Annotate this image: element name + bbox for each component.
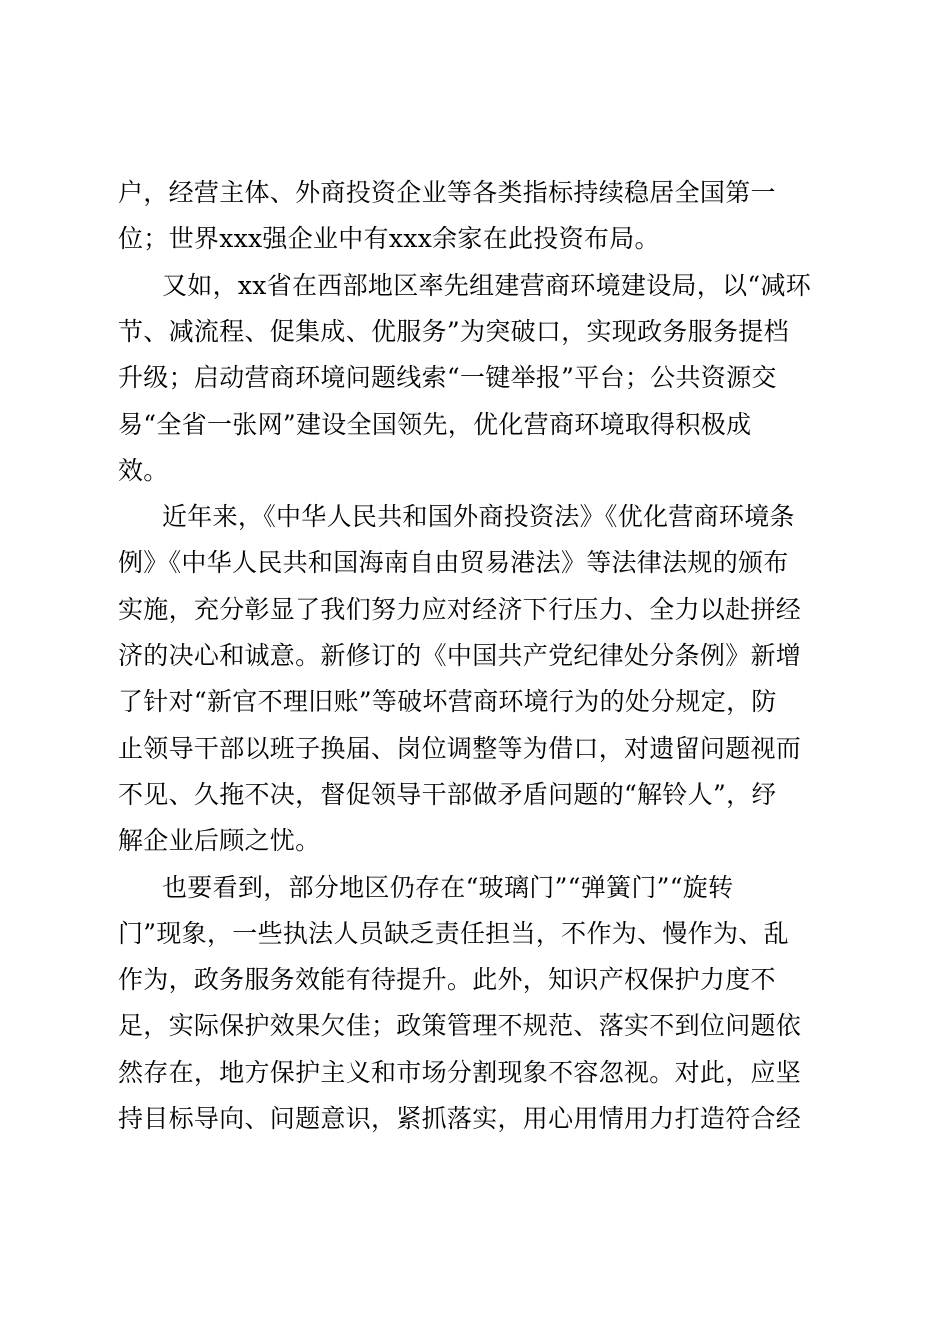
paragraph-line: 效。 bbox=[118, 455, 169, 485]
paragraph-line: 然存在，地方保护主义和市场分割现象不容忽视。对此，应坚 bbox=[118, 1057, 802, 1087]
paragraph-line: 作为，政务服务效能有待提升。此外，知识产权保护力度不 bbox=[118, 965, 776, 995]
paragraph-line: 户，经营主体、外商投资企业等各类指标持续稳居全国第一 bbox=[118, 178, 776, 207]
paragraph-line: 也要看到，部分地区仍存在“玻璃门”“弹簧门”“旋转 bbox=[162, 872, 734, 902]
paragraph-line: 解企业后顾之忧。 bbox=[118, 826, 321, 856]
paragraph-line: 实施，充分彰显了我们努力应对经济下行压力、全力以赴拼经 bbox=[118, 594, 802, 624]
paragraph-line: 济的决心和诚意。新修订的《中国共产党纪律处分条例》新增 bbox=[118, 641, 802, 670]
paragraph-line: 节、减流程、促集成、优服务”为突破口，实现政务服务提档 bbox=[118, 316, 789, 346]
paragraph-line: 止领导干部以班子换届、岗位调整等为借口，对遗留问题视而 bbox=[118, 733, 802, 763]
paragraph-line: 不见、久拖不决，督促领导干部做矛盾问题的“解铃人”，纾 bbox=[118, 779, 777, 809]
paragraph-line: 近年来，《中华人民共和国外商投资法》《优化营商环境条 bbox=[162, 502, 795, 532]
paragraph-line: 例》《中华人民共和国海南自由贸易港法》等法律法规的颁布 bbox=[118, 548, 789, 578]
paragraph-line: 足，实际保护效果欠佳；政策管理不规范、落实不到位问题依 bbox=[118, 1011, 802, 1041]
paragraph-line: 持目标导向、问题意识，紧抓落实，用心用情用力打造符合经 bbox=[118, 1104, 802, 1133]
paragraph-line: 位；世界xxx强企业中有xxx余家在此投资布局。 bbox=[118, 224, 660, 254]
paragraph-line: 又如，xx省在西部地区率先组建营商环境建设局，以“减环 bbox=[162, 270, 812, 300]
paragraph-line: 了针对“新官不理旧账”等破坏营商环境行为的处分规定，防 bbox=[118, 687, 777, 717]
paragraph-line: 易“全省一张网”建设全国领先，优化营商环境取得积极成 bbox=[118, 409, 752, 439]
paragraph-line: 门”现象，一些执法人员缺乏责任担当，不作为、慢作为、乱 bbox=[118, 918, 789, 948]
paragraph-line: 升级；启动营商环境问题线索“一键举报”平台；公共资源交 bbox=[118, 363, 777, 393]
